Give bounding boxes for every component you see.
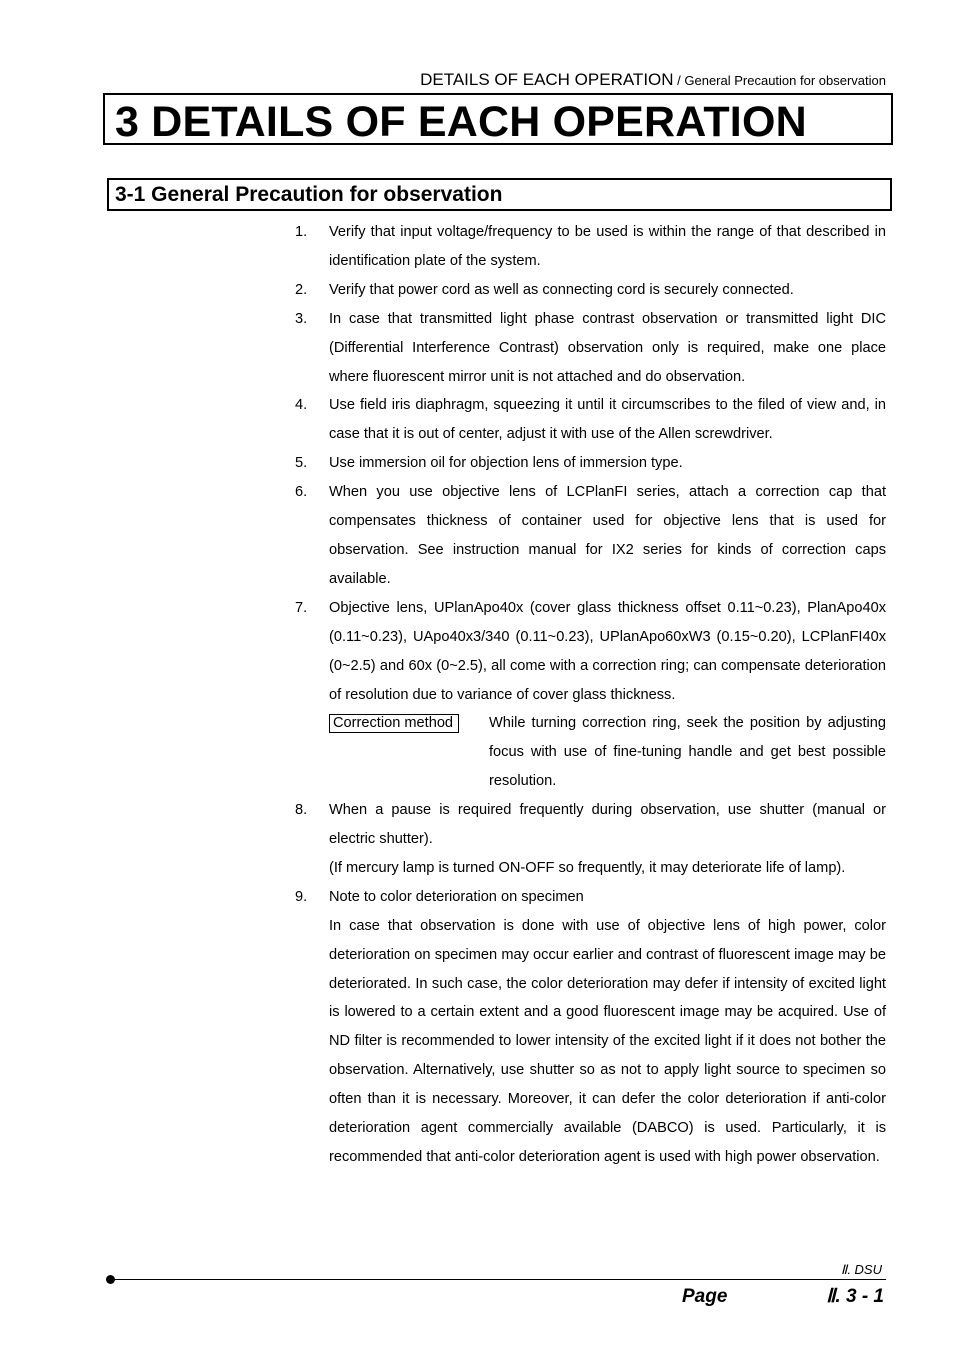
list-item [295,391,886,449]
item-number: 4. [295,397,308,414]
item-text: When a pause is required frequently during observation, use shutter (manual or electric shutter). [329,802,886,848]
item-text: When you use objective lens of LCPlanFI series, attach a correction cap that compensates thickness of container used for objective lens that is used for observation. See instruction manual for IX2 series for kinds of correction caps available. [329,484,886,587]
item-extra-text: (If mercury lamp is turned ON-OFF so frequently, it may deteriorate life of lamp). [329,859,846,876]
item-number: 1. [295,224,308,240]
running-header [420,70,886,90]
document-code: Ⅱ. DSU [840,1262,882,1277]
item-number: 2. [295,281,308,298]
list-item [295,276,886,305]
precaution-list [295,218,886,1172]
list-item [295,594,886,796]
item-number: 7. [295,599,308,616]
section-title: 3-1 General Precaution for observation [115,183,503,206]
list-item [295,883,886,1172]
running-header-title: DETAILS OF EACH OPERATION [420,70,674,89]
correction-note [329,709,886,796]
list-item [295,305,886,392]
chapter-title: 3 DETAILS OF EACH OPERATION [115,98,807,146]
list-item [295,478,886,594]
item-number: 3. [295,310,308,327]
item-text: Use immersion oil for objection lens of immersion type. [329,455,683,472]
footer-divider [111,1279,886,1280]
item-text: Objective lens, UPlanApo40x (cover glass thickness offset 0.11~0.23), PlanApo40x (0.11~0.23), UApo40x3/340 (0.11~0.23), UPlanApo60xW3 (0.15~0.20), LCPlanFI40x (0~2.5) and 60x (0~2.5), all come with a correction ring; can compensate deterioration of resolution due to variance of cover glass thickness. [329,599,886,703]
correction-method-label: Correction method [329,714,459,733]
list-item [295,796,886,883]
item-number: 9. [295,888,308,905]
list-item [295,449,886,478]
item-number: 5. [295,455,308,472]
item-text: Verify that input voltage/frequency to be used is within the range of that described in identification plate of the system. [329,224,886,269]
chapter-title-box [103,93,893,145]
page-label: Page [682,1286,728,1307]
item-text: Verify that power cord as well as connecting cord is securely connected. [329,281,794,298]
correction-method-text: While turning correction ring, seek the position by adjusting focus with use of fine-tuning handle and get best possible resolution. [489,715,886,790]
item-text: Note to color deterioration on specimen [329,888,584,905]
running-header-subtitle: / General Precaution for observation [673,73,886,88]
item-text: In case that transmitted light phase contrast observation or transmitted light DIC (Differential Interference Contrast) observation only is required, make one place where fluorescent mirror unit is not attached and do observation. [329,310,886,385]
item-number: 8. [295,802,308,819]
item-extra-text: In case that observation is done with use of objective lens of high power, color deterioration on specimen may occur earlier and contrast of fluorescent image may be deteriorated. In such case, the color deterioration may defer if intensity of excited light is lowered to a certain extent and a good fluorescent image may be acquired. Use of ND filter is recommended to lower intensity of the excited light if it does not bother the observation. Alternatively, use shutter so as not to apply light source to specimen so often than it is necessary. Moreover, it can defer the color deterioration if anti-color deterioration agent commercially available (DABCO) is used. Particularly, it is recommended that anti-color deterioration agent is used with high power observation. [329,917,886,1165]
page-number: Ⅱ. 3 - 1 [826,1286,884,1307]
list-item [295,218,886,276]
item-number: 6. [295,484,308,501]
item-text: Use field iris diaphragm, squeezing it until it circumscribes to the filed of view and, in case that it is out of center, adjust it with use of the Allen screwdriver. [329,397,886,443]
section-title-box [107,178,892,211]
